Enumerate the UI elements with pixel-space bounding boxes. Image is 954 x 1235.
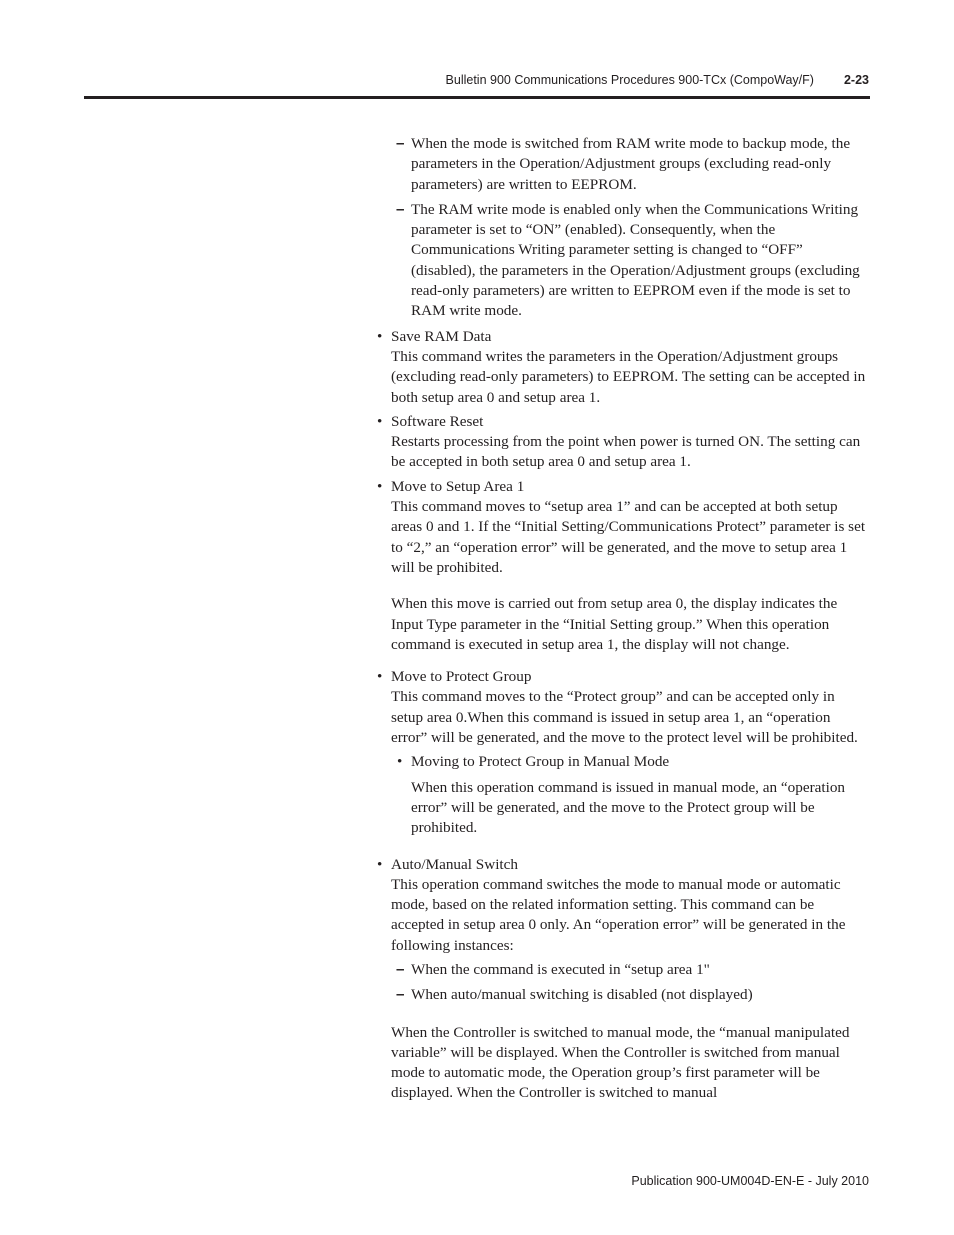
dash-text: When the mode is switched from RAM write mode to backup mode, the parameters in the Operation/Adjustment groups (excluding read-only parameters) are written to EEPROM.	[411, 135, 851, 193]
dash-mark: –	[396, 135, 405, 152]
page-number: 2-23	[843, 73, 869, 87]
bullet-title: Move to Setup Area 1	[391, 477, 525, 495]
sub-bullet	[374, 752, 868, 772]
bullet-move-protect	[374, 667, 868, 748]
bullet-save-ram	[374, 327, 868, 408]
dash-item	[374, 200, 868, 322]
bullet-title: Auto/Manual Switch	[391, 855, 518, 873]
dash-text: When auto/manual switching is disabled (not displayed)	[411, 986, 753, 1004]
page-header	[84, 73, 869, 87]
page-footer	[84, 1174, 869, 1188]
publication-info: Publication 900-UM004D-EN-E - July 2010	[631, 1174, 869, 1188]
bullet-text: This command writes the parameters in the Operation/Adjustment groups (excluding read-only parameters) to EEPROM. The setting can be accepted in both setup area 0 and setup area 1.	[391, 347, 866, 406]
dash-mark: –	[396, 986, 405, 1004]
body-content	[374, 134, 868, 1104]
bullet-software-reset	[374, 412, 868, 473]
bullet-auto-manual	[374, 855, 868, 956]
bullet-mark: •	[377, 668, 383, 686]
dash-text: The RAM write mode is enabled only when the Communications Writing parameter is set to “ON” (enabled). Consequently, when the Communications Writing parameter setting is changed to “OFF” (disabled), the parameters in the Operation/Adjustment groups (excluding read-only parameters) are written to EEPROM even if the mode is set to RAM write mode.	[411, 200, 860, 320]
dash-text: When the command is executed in “setup area 1"	[411, 960, 710, 978]
dash-mark: –	[396, 200, 405, 218]
bullet-move-setup	[374, 477, 868, 578]
sub-bullet-title: Moving to Protect Group in Manual Mode	[411, 753, 670, 771]
dash-item	[374, 960, 868, 980]
dash-item	[374, 985, 868, 1005]
dash-mark: –	[396, 960, 405, 978]
bullet-mark: •	[377, 855, 383, 873]
paragraph: When the Controller is switched to manual mode, the “manual manipulated variable” will be displayed. When the Controller is switched from manual mode to automatic mode, the Operation group’s first parameter will be displayed. When the Controller is switched to manual	[391, 1023, 850, 1102]
bullet-mark: •	[377, 327, 383, 345]
sub-paragraph: When this operation command is issued in manual mode, an “operation error” will be generated, and the move to the Protect group will be prohibited.	[411, 778, 846, 837]
bullet-text: This command moves to the “Protect group” and can be accepted only in setup area 0.When this command is issued in setup area 1, an “operation error” will be generated, and the move to the protect level will be prohibited.	[391, 688, 858, 747]
bullet-title: Save RAM Data	[391, 327, 492, 345]
dash-item	[374, 134, 868, 195]
bullet-text: Restarts processing from the point when power is turned ON. The setting can be accepted in both setup area 0 and setup area 1.	[391, 433, 861, 471]
bullet-text: This command moves to “setup area 1” and can be accepted at both setup areas 0 and 1. If the “Initial Setting/Communications Protect” parameter is set to “2,” an “operation error” will be generated, and the move to setup area 1 will be prohibited.	[391, 498, 866, 576]
bullet-mark: •	[377, 412, 383, 430]
bullet-mark: •	[397, 753, 403, 771]
bullet-text: This operation command switches the mode to manual mode or automatic mode, based on the related information setting. This command can be accepted in setup area 0 only. An “operation error” will be generated in the following instances:	[391, 875, 846, 954]
header-rule	[84, 96, 870, 99]
bullet-title: Software Reset	[391, 412, 484, 430]
header-title: Bulletin 900 Communications Procedures 900-TCx (CompoWay/F)	[445, 73, 814, 87]
paragraph: When this move is carried out from setup area 0, the display indicates the Input Type parameter in the “Initial Setting group.” When this operation command is executed in setup area 1, the display will not change.	[391, 595, 838, 653]
bullet-title: Move to Protect Group	[391, 668, 532, 686]
bullet-mark: •	[377, 477, 383, 495]
